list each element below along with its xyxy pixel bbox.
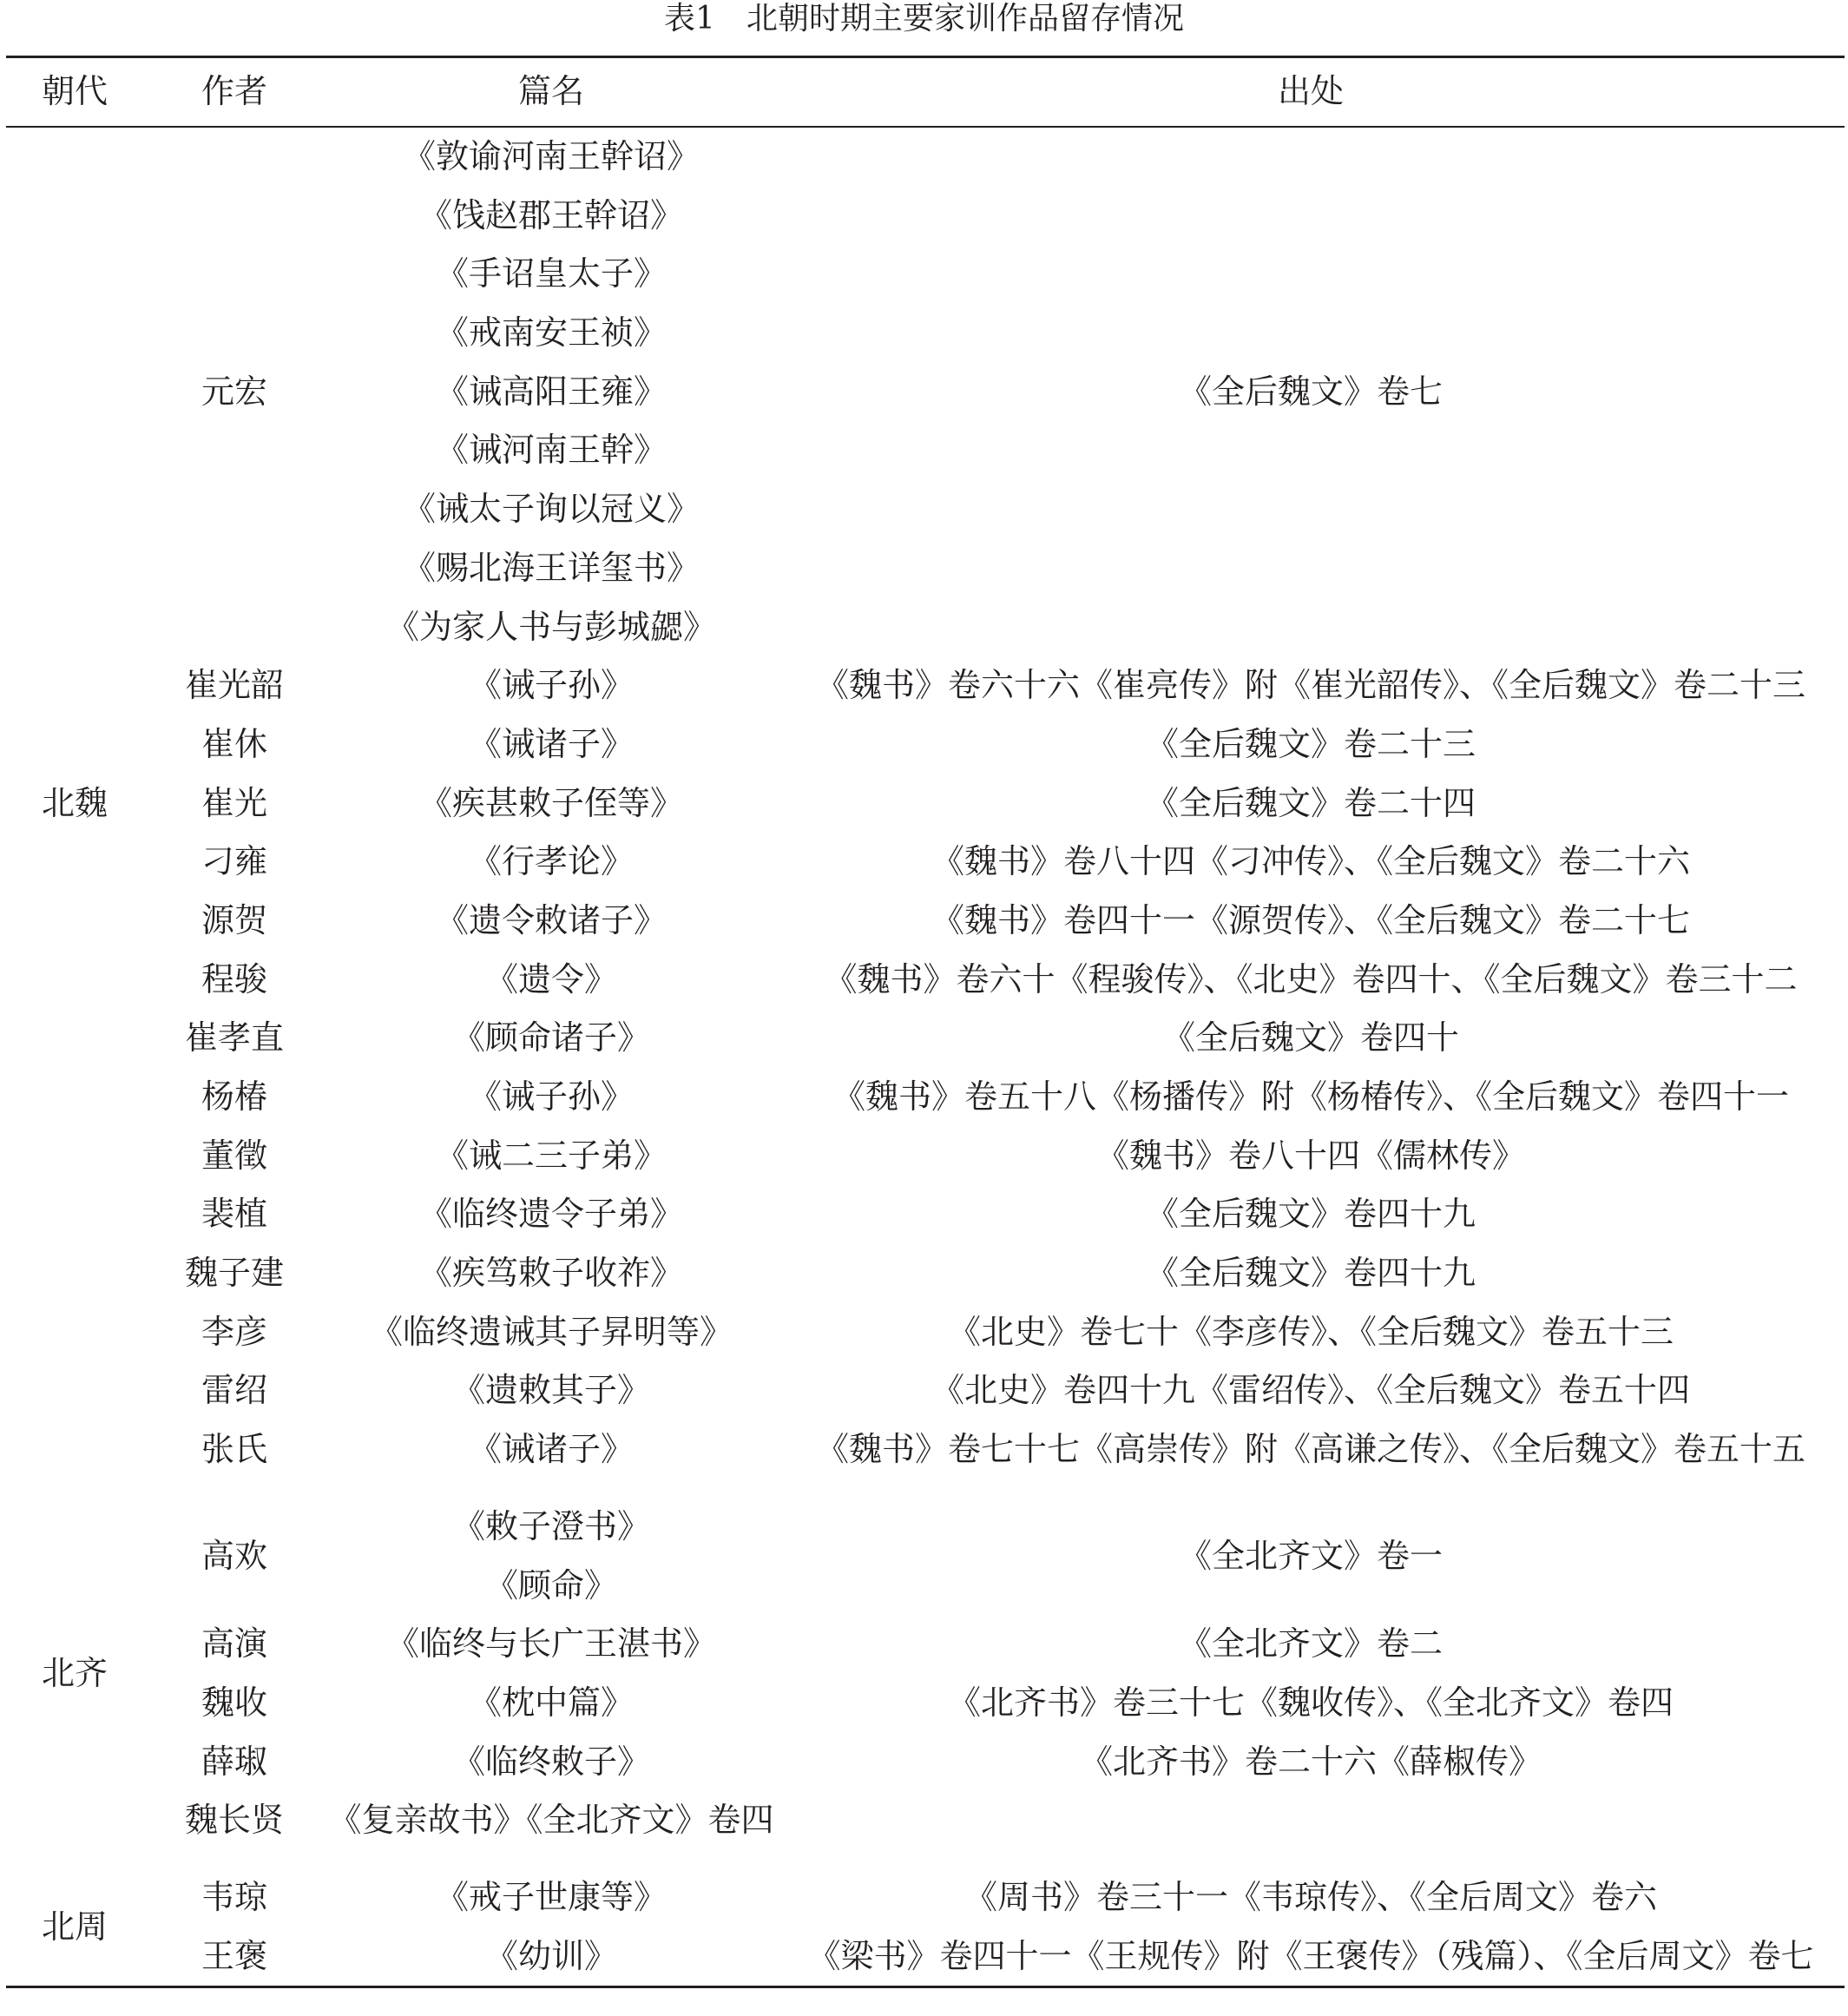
source-cell: 《北齐书》卷二十六《薛椒传》 bbox=[1079, 1742, 1542, 1781]
author-cell: 魏子建 bbox=[184, 1254, 284, 1293]
author-cell: 薛琡 bbox=[201, 1742, 267, 1781]
author-cell: 张氏 bbox=[201, 1430, 267, 1469]
table-row bbox=[6, 951, 1845, 1010]
source-cell: 《全后魏文》卷二十三 bbox=[1145, 724, 1476, 763]
author-cell: 崔光韶 bbox=[184, 666, 284, 705]
author-cell: 刁雍 bbox=[201, 842, 267, 881]
title-cell: 《诫子孙》 bbox=[468, 1077, 634, 1117]
source-cell: 《魏书》卷五十八《杨播传》附《杨椿传》、《全后魏文》卷四十一 bbox=[832, 1077, 1789, 1117]
title-cell: 《戒南安王祯》 bbox=[435, 313, 667, 352]
author-cell: 程骏 bbox=[201, 959, 267, 998]
title-cell: 《诫诸子》 bbox=[468, 1430, 634, 1469]
title-cell: 《临终遗令子弟》 bbox=[418, 1195, 683, 1234]
table-row bbox=[6, 1674, 1845, 1733]
title-cell: 《诫二三子弟》 bbox=[435, 1136, 667, 1175]
author-cell: 韦琼 bbox=[201, 1877, 267, 1916]
table-row bbox=[6, 1615, 1845, 1674]
source-cell: 《北齐书》卷三十七《魏收传》、《全北齐文》卷四 bbox=[947, 1683, 1674, 1722]
title-cell: 《饯赵郡王幹诏》 bbox=[418, 195, 683, 234]
table-label: 表1 bbox=[664, 1, 715, 36]
table-row bbox=[6, 656, 1845, 715]
group-spacer bbox=[6, 1479, 1845, 1498]
title-cell: 《幼训》 bbox=[484, 1936, 617, 1975]
title-cell: 《诫高阳王雍》 bbox=[435, 372, 667, 411]
dynasty-cell: 北齐 bbox=[41, 1654, 108, 1693]
table-row bbox=[6, 1185, 1845, 1244]
title-cell: 《行孝论》 bbox=[468, 842, 634, 881]
source-cell: 《魏书》卷六十六《崔亮传》附《崔光韶传》、《全后魏文》卷二十三 bbox=[815, 666, 1805, 705]
table-row bbox=[6, 1009, 1845, 1068]
works-table bbox=[6, 56, 1845, 1988]
table-row bbox=[6, 1361, 1845, 1420]
author-cell: 杨椿 bbox=[201, 1077, 267, 1117]
title-cell: 《为家人书与彭城勰》 bbox=[385, 607, 716, 646]
source-cell: 《魏书》卷六十《程骏传》、《北史》卷四十、《全后魏文》卷三十二 bbox=[824, 959, 1798, 998]
title-cell: 《诫诸子》 bbox=[468, 724, 634, 763]
table-row bbox=[6, 892, 1845, 951]
title-cell: 《遗令敕诸子》 bbox=[435, 900, 667, 939]
title-cell: 《敕子澄书》 bbox=[451, 1506, 650, 1545]
title-cell: 《临终敕子》 bbox=[451, 1742, 650, 1781]
dynasty-cell: 北魏 bbox=[41, 783, 108, 822]
source-cell: 《魏书》卷四十一《源贺传》、《全后魏文》卷二十七 bbox=[931, 900, 1690, 939]
source-cell: 《北史》卷四十九《雷绍传》、《全后魏文》卷五十四 bbox=[931, 1371, 1690, 1410]
source-cell: 《魏书》卷七十七《高崇传》附《高谦之传》、《全后魏文》卷五十五 bbox=[815, 1430, 1805, 1469]
source-cell: 《全后魏文》卷四十九 bbox=[1145, 1254, 1476, 1293]
title-cell: 《顾命诸子》 bbox=[451, 1018, 650, 1057]
header-author: 作者 bbox=[143, 58, 326, 128]
header-row bbox=[6, 58, 1845, 128]
dynasty-cell: 北周 bbox=[41, 1907, 108, 1946]
table-row bbox=[6, 1127, 1845, 1186]
group-spacer bbox=[6, 1850, 1845, 1868]
spacer-cell bbox=[6, 1479, 1845, 1498]
table-row bbox=[6, 1791, 1845, 1850]
table-row bbox=[6, 833, 1845, 892]
source-cell: 《全后魏文》卷四十九 bbox=[1145, 1195, 1476, 1234]
author-cell: 雷绍 bbox=[201, 1371, 267, 1410]
author-cell: 董徵 bbox=[201, 1136, 267, 1175]
table-row bbox=[6, 1868, 1845, 1927]
source-cell: 《全北齐文》卷二 bbox=[1178, 1624, 1443, 1664]
table-row bbox=[6, 1733, 1845, 1792]
table-row bbox=[6, 128, 1845, 187]
source-cell: 《全后魏文》卷四十 bbox=[1161, 1018, 1459, 1057]
source-cell bbox=[777, 1791, 1845, 1850]
table-row bbox=[6, 774, 1845, 833]
title-cell: 《临终遗诫其子昇明等》 bbox=[369, 1312, 733, 1351]
source-cell: 《周书》卷三十一《韦琼传》、《全后周文》卷六 bbox=[963, 1877, 1657, 1916]
author-cell: 李彦 bbox=[201, 1312, 267, 1351]
title-cell: 《诫河南王幹》 bbox=[435, 431, 667, 470]
title-cell: 《疾笃敕子收祚》 bbox=[418, 1254, 683, 1293]
header-source: 出处 bbox=[777, 58, 1845, 128]
table-row bbox=[6, 1244, 1845, 1303]
table-caption-text: 北朝时期主要家训作品留存情况 bbox=[746, 1, 1184, 36]
author-cell: 崔孝直 bbox=[184, 1018, 284, 1057]
table-row bbox=[6, 1498, 1845, 1557]
source-cell: 《梁书》卷四十一《王规传》附《王褒传》（残篇）、《全后周文》卷七 bbox=[807, 1936, 1814, 1975]
source-cell: 《北史》卷七十《李彦传》、《全后魏文》卷五十三 bbox=[947, 1312, 1674, 1351]
title-cell: 《敦谕河南王幹诏》 bbox=[402, 137, 700, 176]
author-cell: 王褒 bbox=[201, 1936, 267, 1975]
table-row bbox=[6, 1420, 1845, 1479]
header-dynasty: 朝代 bbox=[6, 58, 143, 128]
author-cell: 元宏 bbox=[201, 372, 267, 411]
title-cell: 《诫子孙》 bbox=[468, 666, 634, 705]
title-cell: 《手诏皇太子》 bbox=[435, 254, 667, 293]
author-cell: 魏长贤 bbox=[184, 1801, 284, 1840]
table-caption bbox=[0, 0, 1848, 38]
author-cell: 高演 bbox=[201, 1624, 267, 1664]
table-row bbox=[6, 1068, 1845, 1127]
header-title: 篇名 bbox=[326, 58, 777, 128]
title-cell: 《临终与长广王湛书》 bbox=[385, 1624, 716, 1664]
source-cell: 《魏书》卷八十四《儒林传》 bbox=[1095, 1136, 1525, 1175]
table-row bbox=[6, 715, 1845, 774]
title-cell: 《遗令》 bbox=[484, 959, 617, 998]
title-cell: 《疾甚敕子侄等》 bbox=[418, 783, 683, 822]
title-cell: 《遗敕其子》 bbox=[451, 1371, 650, 1410]
title-cell: 《顾命》 bbox=[484, 1565, 617, 1604]
title-cell: 《诫太子询以冠义》 bbox=[402, 490, 700, 529]
title-text: 《复亲故书》《全北齐文》卷四 bbox=[328, 1801, 774, 1840]
author-cell: 崔光 bbox=[201, 783, 267, 822]
title-cell: 《枕中篇》 bbox=[468, 1683, 634, 1722]
title-cell bbox=[326, 1791, 777, 1850]
title-cell: 《戒子世康等》 bbox=[435, 1877, 667, 1916]
author-cell: 崔休 bbox=[201, 724, 267, 763]
author-cell: 源贺 bbox=[201, 900, 267, 939]
source-cell: 《全后魏文》卷七 bbox=[1178, 372, 1443, 411]
table-row bbox=[6, 1303, 1845, 1362]
source-cell: 《全后魏文》卷二十四 bbox=[1145, 783, 1476, 822]
author-cell: 高欢 bbox=[201, 1536, 267, 1575]
author-cell: 裴植 bbox=[201, 1195, 267, 1234]
source-cell: 《魏书》卷八十四《刁冲传》、《全后魏文》卷二十六 bbox=[931, 842, 1690, 881]
table-row bbox=[6, 1927, 1845, 1986]
spacer-cell bbox=[6, 1850, 1845, 1868]
source-cell: 《全北齐文》卷一 bbox=[1178, 1536, 1443, 1575]
title-cell: 《赐北海王详玺书》 bbox=[402, 548, 700, 587]
author-cell: 魏收 bbox=[201, 1683, 267, 1722]
